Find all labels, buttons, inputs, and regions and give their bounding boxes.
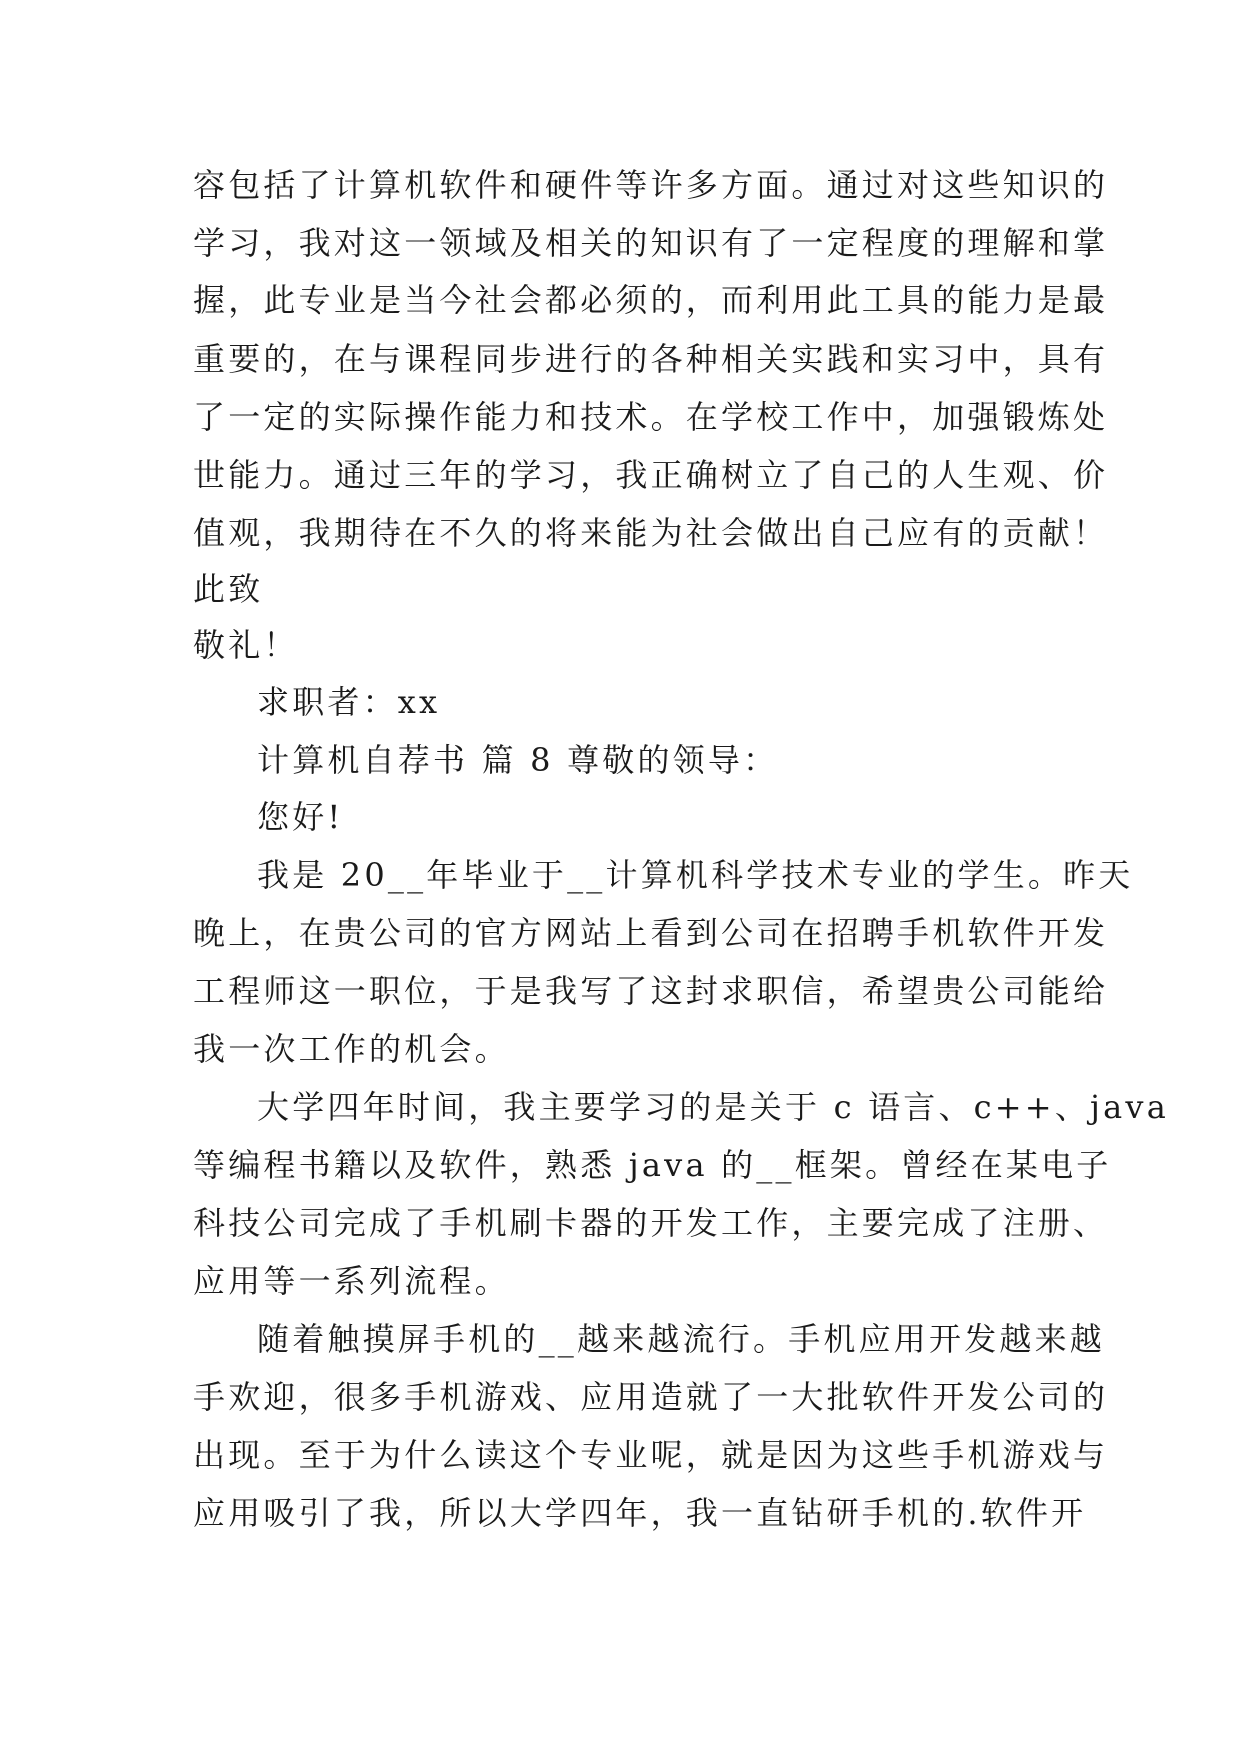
paragraph-line: 应用等一系列流程。 — [193, 1262, 510, 1300]
closing-salutation: 此致 — [193, 570, 264, 608]
paragraph-line: 晚上，在贵公司的官方网站上看到公司在招聘手机软件开发 — [193, 914, 1109, 952]
paragraph-line: 我是 20__年毕业于__计算机科学技术专业的学生。昨天 — [257, 856, 1134, 894]
greeting: 您好! — [257, 798, 344, 836]
paragraph-line: 科技公司完成了手机刷卡器的开发工作，主要完成了注册、 — [193, 1204, 1109, 1242]
paragraph-line: 重要的，在与课程同步进行的各种相关实践和实习中，具有 — [193, 340, 1109, 378]
paragraph-line: 等编程书籍以及软件，熟悉 java 的__框架。曾经在某电子 — [193, 1146, 1112, 1184]
paragraph-line: 容包括了计算机软件和硬件等许多方面。通过对这些知识的 — [193, 166, 1109, 204]
paragraph-line: 世能力。通过三年的学习，我正确树立了自己的人生观、价 — [193, 456, 1109, 494]
paragraph-line: 随着触摸屏手机的__越来越流行。手机应用开发越来越 — [257, 1320, 1106, 1358]
paragraph-line: 大学四年时间，我主要学习的是关于 c 语言、c++、java — [257, 1088, 1169, 1126]
paragraph-line: 手欢迎，很多手机游戏、应用造就了一大批软件开发公司的 — [193, 1378, 1109, 1416]
paragraph-line: 值观，我期待在不久的将来能为社会做出自己应有的贡献！ — [193, 514, 1109, 552]
paragraph-line: 应用吸引了我，所以大学四年，我一直钻研手机的.软件开 — [193, 1494, 1087, 1532]
paragraph-line: 出现。至于为什么读这个专业呢，就是因为这些手机游戏与 — [193, 1436, 1109, 1474]
closing-regards: 敬礼！ — [193, 626, 299, 664]
paragraph-line: 我一次工作的机会。 — [193, 1030, 510, 1068]
paragraph-line: 工程师这一职位，于是我写了这封求职信，希望贵公司能给 — [193, 972, 1109, 1010]
paragraph-line: 了一定的实际操作能力和技术。在学校工作中，加强锻炼处 — [193, 398, 1109, 436]
applicant-signature: 求职者：xx — [257, 683, 441, 721]
paragraph-line: 学习，我对这一领域及相关的知识有了一定程度的理解和掌 — [193, 224, 1109, 262]
section-heading: 计算机自荐书 篇 8 尊敬的领导： — [257, 741, 779, 779]
paragraph-line: 握，此专业是当今社会都必须的，而利用此工具的能力是最 — [193, 281, 1109, 319]
